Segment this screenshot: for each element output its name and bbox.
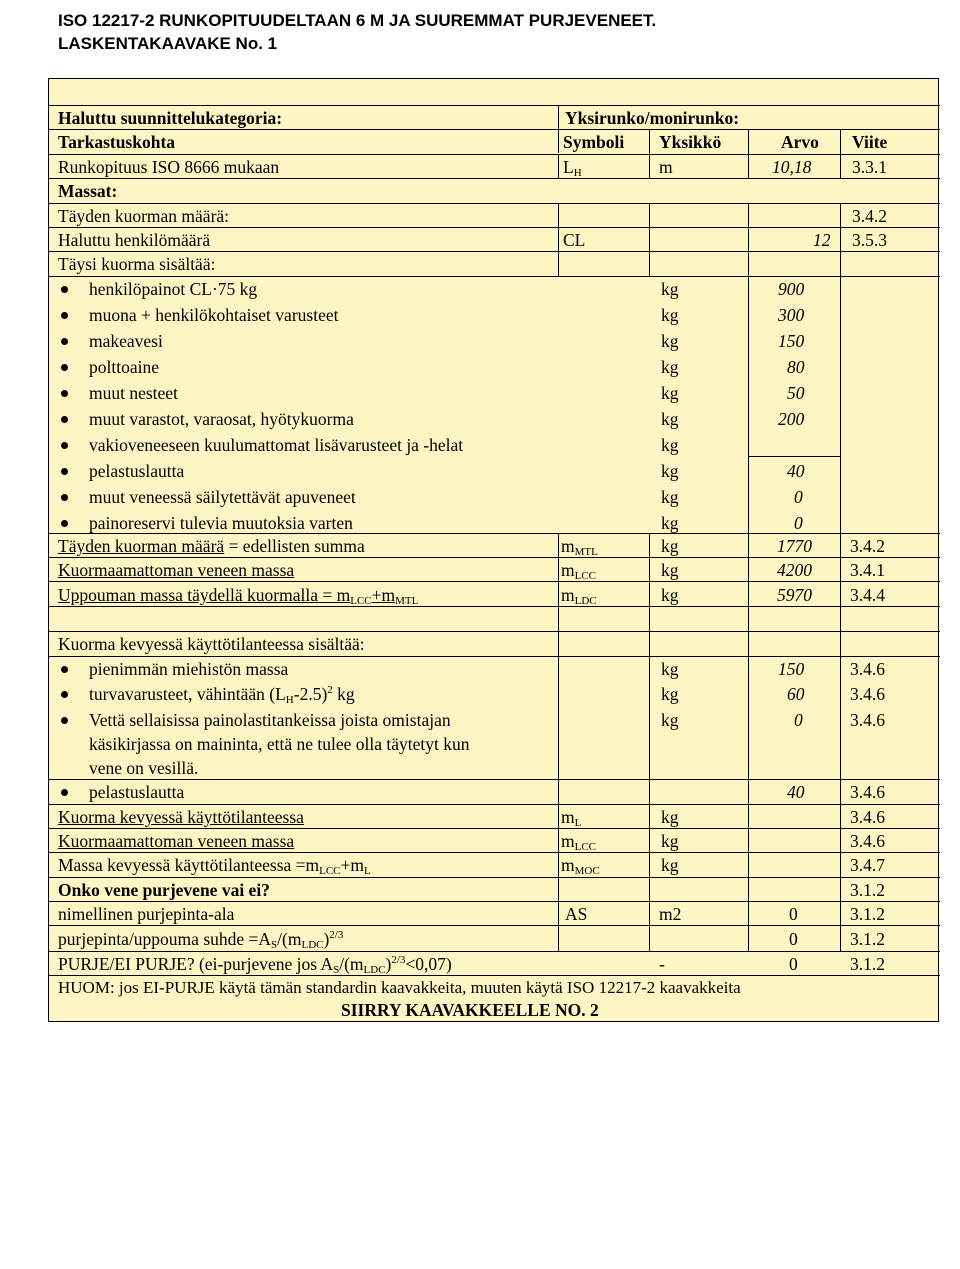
light-load-heading: Kuorma kevyessä käyttötilanteessa sisältää: [58,634,365,654]
operating-mass-symbol: $m_{MOC}$ [561,855,600,877]
sail-area-value: 0 [789,904,798,924]
sail-area-symbol: AS [565,904,588,924]
note-line2: SIIRRY KAAVAKKEELLE NO. 2 [341,1000,599,1020]
list-item-unit: kg [661,659,679,679]
list-item: muut varastot, varaosat, hyötykuorma [89,409,354,429]
light-load-mass-label: Kuorma kevyessä käyttötilanteessa [58,807,304,827]
design-category-label: Haluttu suunnittelukategoria: [58,108,283,128]
lightship-mass-value: 4200 [777,560,812,580]
lightship-mass-symbol: $m_{LCC}$ [561,560,597,582]
bullet-icon [61,494,68,501]
list-item-ref: 3.4.6 [850,659,885,679]
list-item-unit: kg [661,513,679,533]
col-value: Arvo [781,132,819,152]
col-symbol: Symboli [563,132,625,152]
list-item-unit: kg [661,331,679,351]
bullet-icon [61,717,68,724]
list-item-value: 40 [787,461,805,481]
list-item-line: käsikirjassa on maininta, että ne tulee olla täytetyt kun [89,734,470,754]
list-item-value: 150 [778,331,805,351]
col-unit: Yksikkö [659,132,722,152]
bullet-icon [61,286,68,293]
sail-decision-value: 0 [789,954,798,974]
lightship-mass-unit: kg [661,560,679,580]
bullet-icon [61,312,68,319]
list-item-ref: 3.4.6 [850,782,885,802]
list-item: muut nesteet [89,383,178,403]
list-item: polttoaine [89,357,159,377]
list-item-value: 50 [787,383,805,403]
list-item-unit: kg [661,305,679,325]
light-lightship-unit: kg [661,831,679,851]
sail-decision-label: PURJE/EI PURJE? (ei-purjevene jos $A_S/(m_{LDC})^{2/3}<0,07$) [58,954,452,976]
operating-mass-ref: 3.4.7 [850,855,885,875]
light-lightship-ref: 3.4.6 [850,831,885,851]
bullet-icon [61,468,68,475]
col-checkpoint: Tarkastuskohta [58,132,176,152]
list-item-unit: kg [661,684,679,704]
list-item-value: 80 [787,357,805,377]
persons-ref: 3.5.3 [852,230,887,250]
sail-ratio-ref: 3.1.2 [850,929,885,949]
list-item-value: 60 [787,684,805,704]
lightship-mass-ref: 3.4.1 [850,560,885,580]
length-ref: 3.3.1 [852,157,887,177]
full-load-sum-symbol: $m_{MTL}$ [561,536,598,558]
bullet-icon [61,666,68,673]
sail-ratio-value: 0 [789,929,798,949]
operating-mass-unit: kg [661,855,679,875]
list-item-value: 40 [787,782,805,802]
list-item-line: vene on vesillä. [89,758,199,778]
persons-label: Haluttu henkilömäärä [58,230,211,250]
displacement-mass-ref: 3.4.4 [850,585,885,605]
list-item: pienimmän miehistön massa [89,659,289,679]
full-load-sum-value: 1770 [777,536,812,556]
length-value: 10,18 [772,157,812,177]
full-load-ref: 3.4.2 [852,206,887,226]
sail-question: Onko vene purjevene vai ei? [58,880,270,900]
full-load-sum-ref: 3.4.2 [850,536,885,556]
list-item: pelastuslautta [89,782,185,802]
bullet-icon [61,364,68,371]
list-item-value: 900 [778,279,805,299]
list-item-value: 0 [794,710,803,730]
displacement-mass-label: Uppouman massa täydellä kuormalla = $m_{LCC}+m_{MTL}$ [58,585,419,607]
sail-area-unit: m2 [659,904,682,924]
displacement-mass-value: 5970 [777,585,812,605]
calculation-form [48,78,939,1022]
list-item: makeavesi [89,331,163,351]
sail-area-label: nimellinen purjepinta-ala [58,904,235,924]
displacement-mass-symbol: $m_{LDC}$ [561,585,597,607]
light-load-mass-ref: 3.4.6 [850,807,885,827]
sail-decision-ref: 3.1.2 [850,954,885,974]
note-line1: HUOM: jos EI-PURJE käytä tämän standardin kaavakkeita, muuten käytä ISO 12217-2 kaavakkeita [58,978,741,997]
full-load-heading: Täyden kuorman määrä: [58,206,230,226]
full-load-sum-unit: kg [661,536,679,556]
full-load-contains: Täysi kuorma sisältää: [58,254,216,274]
list-item: muut veneessä säilytettävät apuveneet [89,487,356,507]
list-item-unit: kg [661,279,679,299]
list-item-unit: kg [661,487,679,507]
length-label: Runkopituus ISO 8666 mukaan [58,157,280,177]
light-load-mass-unit: kg [661,807,679,827]
list-item: pelastuslautta [89,461,185,481]
hull-type-label: Yksirunko/monirunko: [565,108,740,128]
header-title-line1: ISO 12217-2 RUNKOPITUUDELTAAN 6 M JA SUUREMMAT PURJEVENEET. [58,11,657,30]
full-load-sum-label: Täyden kuorman määrä = edellisten summa [58,536,365,556]
list-item-value: 300 [778,305,805,325]
list-item-value: 0 [794,487,803,507]
persons-value: 12 [813,230,831,250]
list-item: Vettä sellaisissa painolastitankeissa joista omistajan [89,710,451,730]
persons-symbol: CL [563,230,586,250]
sail-decision-unit: - [659,954,665,974]
list-item-ref: 3.4.6 [850,684,885,704]
bullet-icon [61,520,68,527]
list-item-unit: kg [661,409,679,429]
bullet-icon [61,416,68,423]
light-lightship-symbol: $m_{LCC}$ [561,831,597,853]
lightship-mass-label: Kuormaamattoman veneen massa [58,560,295,580]
length-symbol: $L_H$ [563,157,582,179]
list-item-unit: kg [661,710,679,730]
light-load-mass-symbol: $m_L$ [561,807,582,829]
length-unit: m [659,157,673,177]
bullet-icon [61,691,68,698]
sail-ratio-label: purjepinta/uppouma suhde $=A_S/(m_{LDC})^{2/3}$ [58,929,344,951]
header-title-line2: LASKENTAKAAVAKE No. 1 [58,34,278,53]
list-item-unit: kg [661,383,679,403]
list-item-ref: 3.4.6 [850,710,885,730]
list-item-unit: kg [661,435,679,455]
sail-question-ref: 3.1.2 [850,880,885,900]
bullet-icon [61,338,68,345]
list-item-unit: kg [661,357,679,377]
bullet-icon [61,390,68,397]
list-item-value: 0 [794,513,803,533]
list-item: turvavarusteet, vähintään $(L_H-2.5)^2$ kg [89,684,355,706]
list-item-value: 200 [778,409,805,429]
list-item: painoreservi tulevia muutoksia varten [89,513,353,533]
light-lightship-label: Kuormaamattoman veneen massa [58,831,295,851]
sail-area-ref: 3.1.2 [850,904,885,924]
list-item-value: 150 [778,659,805,679]
operating-mass-label: Massa kevyessä käyttötilanteessa $=m_{LCC}+m_L$ [58,855,371,877]
col-ref: Viite [852,132,888,152]
bullet-icon [61,789,68,796]
masses-heading: Massat: [58,181,118,201]
list-item: muona + henkilökohtaiset varusteet [89,305,339,325]
list-item-unit: kg [661,461,679,481]
bullet-icon [61,442,68,449]
list-item: vakioveneeseen kuulumattomat lisävarusteet ja -helat [89,435,464,455]
list-item: henkilöpainot CL·75 kg [89,279,258,299]
displacement-mass-unit: kg [661,585,679,605]
